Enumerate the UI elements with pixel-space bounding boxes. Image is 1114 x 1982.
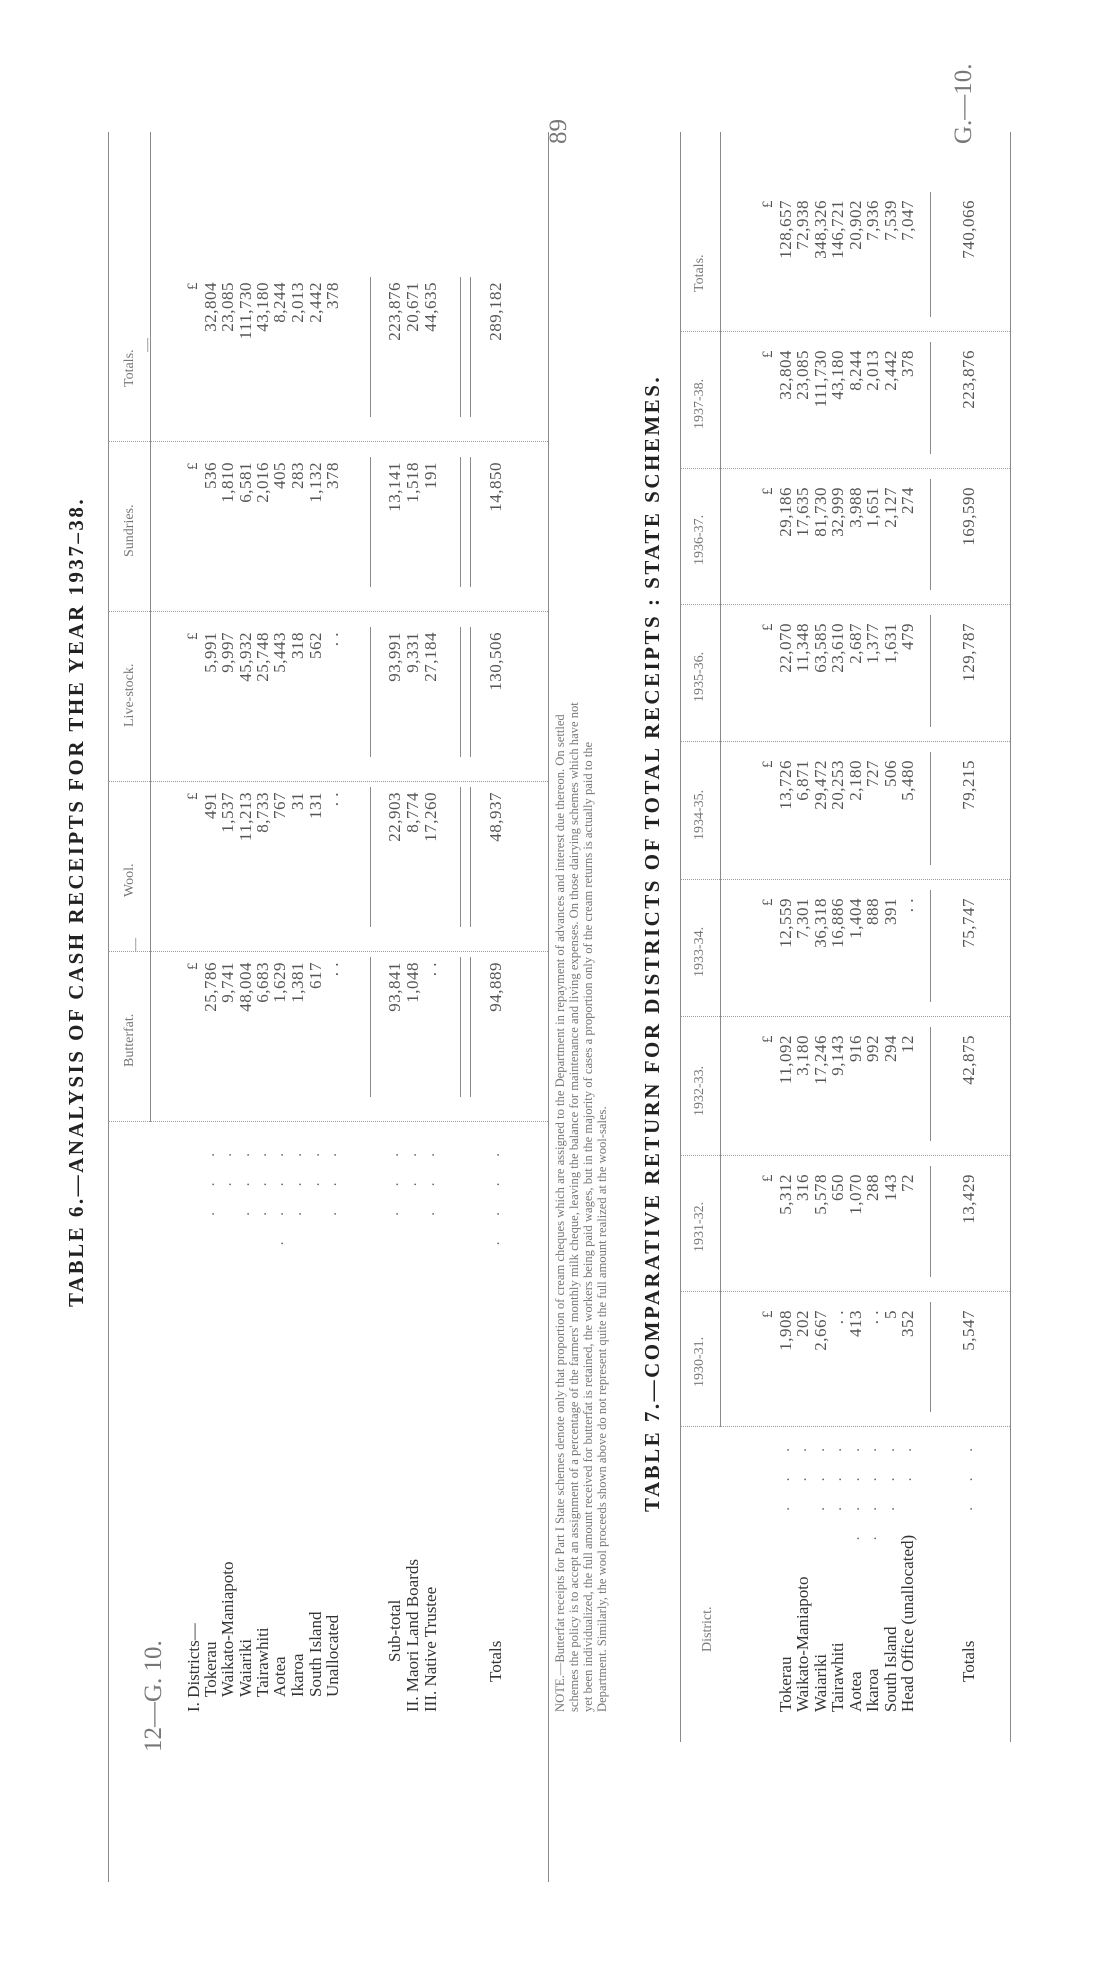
table6-row-waiariki-label: Waiariki (236, 1638, 255, 1697)
table6-section-districts: I. Districts— (184, 1623, 203, 1712)
table7-row-leader: . . . (812, 1437, 828, 1511)
table6-subtotal-rule (370, 277, 371, 417)
table7-cell: 43,180 (828, 350, 847, 400)
table7-cell: 2,127 (881, 487, 900, 528)
table7-cell: 17,246 (811, 1035, 830, 1085)
table7-cell: 5,547 (959, 1310, 978, 1351)
table7-cell: 42,875 (959, 1035, 978, 1085)
table7-cell: 81,730 (811, 487, 830, 537)
table7-cell: 36,318 (811, 898, 830, 948)
table7-cell: 5,312 (776, 1174, 795, 1215)
table7-unit: £ (760, 1310, 776, 1318)
table7-cell: 992 (863, 1035, 882, 1062)
table6-cell: 191 (421, 462, 440, 489)
table7-row-leader: . . . . (847, 1437, 863, 1541)
table7-cell: 63,585 (811, 623, 830, 673)
table7-row-leader: . . . (960, 1437, 976, 1511)
table7-cell: 20,902 (846, 200, 865, 250)
table7-cell: 727 (863, 760, 882, 787)
table6-row-waikato-maniapoto-leader: . . (219, 1142, 235, 1187)
table7-row-label: Tokerau (776, 1656, 795, 1712)
table7-col-divider (680, 604, 1010, 605)
table6-row-tairawhiti-leader: . . . (254, 1142, 270, 1216)
table7-cell: 413 (846, 1310, 865, 1337)
table7-cell: 143 (881, 1174, 900, 1201)
table7-unit: £ (760, 1174, 776, 1182)
table6-cell: 22,903 (385, 792, 404, 842)
table7-cell: 29,472 (811, 760, 830, 810)
table6-cell: 130,506 (486, 632, 505, 691)
table6-cell: 1,132 (306, 462, 325, 503)
table7-cell: 650 (828, 1174, 847, 1201)
table7-row-label: South Island (881, 1626, 900, 1712)
table7-cell: 3,988 (846, 487, 865, 528)
table6-row-tokerau-leader: . . . (202, 1142, 218, 1216)
table6-unit: £ (185, 792, 201, 800)
table6-cell: 14,850 (486, 462, 505, 512)
table7-cell: 5 (881, 1310, 900, 1319)
table6-cell: 20,671 (403, 282, 422, 332)
table7-cell: 1,377 (863, 623, 882, 664)
table6-cell: 111,730 (236, 282, 255, 340)
table7-totals-rule (930, 192, 931, 317)
table6-header-0: — (128, 938, 143, 952)
table6-header-totals: Totals. (122, 349, 137, 387)
table7-cell: 2,180 (846, 760, 865, 801)
table6-cell: 289,182 (486, 282, 505, 341)
table6-cell: 48,937 (486, 792, 505, 842)
table7-header-col: 1937-38. (692, 378, 707, 429)
table7-row-leader: . . . (777, 1437, 793, 1511)
table7-cell: 17,635 (793, 487, 812, 537)
table6-header-rule (150, 132, 151, 1122)
table6-title: TABLE 6.—ANALYSIS OF CASH RECEIPTS FOR THE YEAR 1937–38. (64, 496, 88, 1307)
table7-row-label: Waiariki (811, 1653, 830, 1712)
table6-cell: 617 (306, 962, 325, 989)
table6-header-sundries: Sundries. (122, 504, 137, 557)
table7-header-col: 1930-31. (692, 1336, 707, 1387)
table7-cell: 1,404 (846, 898, 865, 939)
table6-totals-rule (470, 787, 471, 927)
table7-cell: 13,429 (959, 1174, 978, 1224)
table7-cell: 916 (846, 1035, 865, 1062)
table7-cell: 288 (863, 1174, 882, 1201)
table7-cell: 1,908 (776, 1310, 795, 1351)
table7-cell: 23,610 (828, 623, 847, 673)
table6-cell: 8,774 (403, 792, 422, 833)
table7-cell: 391 (881, 898, 900, 925)
table6-cell: 2,013 (288, 282, 307, 323)
table6-bottom-rule (548, 132, 549, 1882)
table6-cell: 767 (270, 792, 289, 819)
table6-cell: 25,786 (201, 962, 220, 1012)
table7-unit: £ (760, 898, 776, 906)
table6-cell: . . (323, 962, 342, 977)
table7-cell: 12 (898, 1035, 917, 1053)
table6-col-divider (108, 441, 548, 442)
table6-label-header: — (140, 338, 155, 352)
table7-header-col: 1933-34. (692, 926, 707, 977)
table7-totals-rule (930, 752, 931, 865)
table6-cell: 32,804 (201, 282, 220, 332)
table7-row-leader: . . (794, 1437, 810, 1482)
table7-header-col: 1934-35. (692, 789, 707, 840)
table7-cell: 5,578 (811, 1174, 830, 1215)
table7-header-col: 1936-37. (692, 514, 707, 565)
table6-row-tairawhiti-label: Tairawhiti (253, 1627, 272, 1697)
table6-cell: 318 (288, 632, 307, 659)
table6-cell: 8,244 (270, 282, 289, 323)
table7-col-divider (680, 1155, 1010, 1156)
table7-cell: 129,787 (959, 623, 978, 682)
table7-cell: 5,480 (898, 760, 917, 801)
table6-cell: 93,991 (385, 632, 404, 682)
table7-cell: 378 (898, 350, 917, 377)
table7-cell: 7,301 (793, 898, 812, 939)
table6-cell: 8,733 (253, 792, 272, 833)
table7-unit: £ (760, 200, 776, 208)
table7-cell: 128,657 (776, 200, 795, 259)
table7-row-leader: . . . (882, 1437, 898, 1511)
table7-totals-rule (930, 479, 931, 590)
table7-cell: 740,066 (959, 200, 978, 259)
table7-cell: 888 (863, 898, 882, 925)
table7-col-divider (680, 468, 1010, 469)
table6-row-totals-leader: . . . . (487, 1142, 503, 1246)
table7-cell: 2,687 (846, 623, 865, 664)
table6-cell: 44,635 (421, 282, 440, 332)
table7-col-divider (680, 879, 1010, 880)
table6-cell: 6,581 (236, 462, 255, 503)
table6-top-rule (108, 132, 109, 1882)
table6-row-sub-total-leader: . . . (386, 1142, 402, 1216)
table7-col-divider (680, 1291, 1010, 1292)
table6-cell: 93,841 (385, 962, 404, 1012)
table6-unit: £ (185, 962, 201, 970)
table7-row-leader: . . . (829, 1437, 845, 1511)
table6-cell: 378 (323, 462, 342, 489)
table6-cell: 13,141 (385, 462, 404, 512)
table7-cell: 72,938 (793, 200, 812, 250)
table6-row-unallocated-label: Unallocated (323, 1614, 342, 1697)
table7-row-leader: . . . . (864, 1437, 880, 1541)
table7-header-col: Totals. (692, 254, 707, 292)
table6-cell: . . (421, 962, 440, 977)
table6-unit: £ (185, 632, 201, 640)
table7-cell: 2,667 (811, 1310, 830, 1351)
table6-cell: 562 (306, 632, 325, 659)
table6-cell: 491 (201, 792, 220, 819)
table6-cell: 43,180 (253, 282, 272, 332)
table6-cell: 17,260 (421, 792, 440, 842)
table7-cell: 1,070 (846, 1174, 865, 1215)
note-line: schemes the policy is to accept an assignment of a percentage of the farmers' monthly milk cheque, leaving the balance for maintenance and living expenses. On those dairying schemes which have not (567, 702, 581, 1712)
table7-cell: 274 (898, 487, 917, 514)
table7-unit: £ (760, 623, 776, 631)
table7-totals-rule (930, 615, 931, 727)
table6-totals-rule (460, 627, 461, 757)
table7-cell: 479 (898, 623, 917, 650)
table7-cell: 22,070 (776, 623, 795, 673)
table7-cell: 7,936 (863, 200, 882, 241)
table6-row-totals-label: Totals (486, 1640, 505, 1682)
table6-totals-rule (460, 957, 461, 1097)
table7-cell: 169,590 (959, 487, 978, 546)
table7-cell: 72 (898, 1174, 917, 1192)
table6-unit: £ (185, 282, 201, 290)
table6-cell: 405 (270, 462, 289, 489)
table6-cell: 27,184 (421, 632, 440, 682)
table7-unit: £ (760, 1035, 776, 1043)
note-line: NOTE.—Butterfat receipts for Part I State schemes denote only that proportion of cream cheques which are assigned to the Department in repayment of advances and interest due thereon. On settled (553, 714, 567, 1712)
table6-row-aotea-label: Aotea (270, 1656, 289, 1697)
table7-cell: 2,442 (881, 350, 900, 391)
table7-row-label: Waikato-Maniapoto (793, 1576, 812, 1712)
table7-totals-rule (930, 1027, 931, 1141)
table6-cell: 45,932 (236, 632, 255, 682)
table7-cell: 9,143 (828, 1035, 847, 1076)
table7-col-divider (680, 1426, 1010, 1427)
table7-totals-rule (930, 890, 931, 1002)
table7-row-leader: . . (899, 1437, 915, 1482)
table7-cell: 32,804 (776, 350, 795, 400)
table7-cell: 352 (898, 1310, 917, 1337)
table6-header-livestock: Live-stock. (122, 663, 137, 727)
table6-cell: . . (323, 632, 342, 647)
table6-cell: 9,331 (403, 632, 422, 673)
table7-header-col: 1935-36. (692, 651, 707, 702)
table7-cell: 1,631 (881, 623, 900, 664)
table6-row-iii-native-trustee-leader: . . . (422, 1142, 438, 1216)
doc-reference: G.—10. (950, 63, 977, 144)
table6-header-wool: Wool. (122, 863, 137, 897)
table7-totals-rule (930, 1166, 931, 1277)
table6-col-divider (108, 611, 548, 612)
table6-cell: 1,048 (403, 962, 422, 1003)
table6-cell: 5,443 (270, 632, 289, 673)
table6-row-waiariki-leader: . . . (237, 1142, 253, 1216)
table7-row-label: Ikaroa (863, 1668, 882, 1712)
table7-unit: £ (760, 350, 776, 358)
table7-row-label: Totals (959, 1640, 978, 1682)
table6-subtotal-rule (370, 957, 371, 1097)
table6-totals-rule (460, 457, 461, 587)
table7-row-label: Head Office (unallocated) (898, 1534, 917, 1712)
table6-cell: 5,991 (201, 632, 220, 673)
table7-cell: 7,539 (881, 200, 900, 241)
table7-cell: 146,721 (828, 200, 847, 259)
table7-cell: . . (898, 898, 917, 913)
table7-cell: 348,326 (811, 200, 830, 259)
table7-cell: 32,999 (828, 487, 847, 537)
table6-cell: . . (323, 792, 342, 807)
table6-col-divider (108, 951, 548, 952)
table7-cell: . . (863, 1310, 882, 1325)
table6-cell: 1,537 (218, 792, 237, 833)
table6-col-divider (108, 781, 548, 782)
table6-cell: 11,213 (236, 792, 255, 842)
table7-header-district: District. (700, 1606, 715, 1652)
table6-cell: 25,748 (253, 632, 272, 682)
table6-subtotal-rule (370, 787, 371, 927)
table6-totals-rule (470, 627, 471, 757)
table6-row-unallocated-leader: . . . (324, 1142, 340, 1216)
table6-cell: 9,997 (218, 632, 237, 673)
table7-unit: £ (760, 760, 776, 768)
table6-cell: 1,629 (270, 962, 289, 1003)
table6-cell: 48,004 (236, 962, 255, 1012)
table7-bottom-rule (1010, 132, 1011, 1742)
table6-row-ikaroa-leader: . . . (289, 1142, 305, 1216)
table7-cell: 316 (793, 1174, 812, 1201)
table7-cell: 13,726 (776, 760, 795, 810)
table6-row-tokerau-label: Tokerau (201, 1641, 220, 1697)
table7-title: TABLE 7.—COMPARATIVE RETURN FOR DISTRICTS OF TOTAL RECEIPTS : STATE SCHEMES. (640, 374, 664, 1512)
table7-row-label: Tairawhiti (828, 1642, 847, 1712)
table6-row-ii-maori-land-boards-label: II. Maori Land Boards (403, 1559, 422, 1712)
table7-cell: 29,186 (776, 487, 795, 537)
table7-col-divider (680, 1016, 1010, 1017)
table6-totals-rule (470, 957, 471, 1097)
table7-cell: 202 (793, 1310, 812, 1337)
table6-totals-rule (470, 457, 471, 587)
table7-cell: 111,730 (811, 350, 830, 408)
table6-header-butterfat: Butterfat. (122, 1013, 137, 1067)
table7-cell: 20,253 (828, 760, 847, 810)
table6-cell: 23,085 (218, 282, 237, 332)
table7-cell: 75,747 (959, 898, 978, 948)
table6-totals-rule (460, 277, 461, 417)
page-label-left: 12—G. 10. (140, 1640, 167, 1752)
table7-header-col: 1931-32. (692, 1201, 707, 1252)
note-line: yet been individualized, the full amount received for butterfat is retained, the workers being paid wages, but in the majority of cases a proportion only of the cream returns is actually paid to the (581, 741, 595, 1712)
table7-cell: 1,651 (863, 487, 882, 528)
table7-col-divider (680, 741, 1010, 742)
table6-row-waikato-maniapoto-label: Waikato-Maniapoto (218, 1561, 237, 1697)
table7-cell: 8,244 (846, 350, 865, 391)
table7-cell: 79,215 (959, 760, 978, 810)
table7-cell: 11,092 (776, 1035, 795, 1085)
table6-subtotal-rule (370, 457, 371, 587)
table7-unit: £ (760, 487, 776, 495)
table6-cell: 1,381 (288, 962, 307, 1003)
table7-cell: 23,085 (793, 350, 812, 400)
table6-row-ii-maori-land-boards-leader: . . (404, 1142, 420, 1187)
table7-col-divider (680, 331, 1010, 332)
table6-cell: 223,876 (385, 282, 404, 341)
table6-cell: 1,518 (403, 462, 422, 503)
table7-cell: 6,871 (793, 760, 812, 801)
table6-cell: 94,889 (486, 962, 505, 1012)
table6-totals-rule (470, 277, 471, 417)
table6-cell: 31 (288, 792, 307, 810)
table7-cell: 3,180 (793, 1035, 812, 1076)
table7-totals-rule (930, 1302, 931, 1412)
table7-header-col: 1932-33. (692, 1065, 707, 1116)
table6-row-south-island-label: South Island (306, 1611, 325, 1697)
table7-header-rule (720, 132, 721, 1427)
table7-cell: 2,013 (863, 350, 882, 391)
table6-unit: £ (185, 462, 201, 470)
table6-cell: 2,016 (253, 462, 272, 503)
table6-row-south-island-leader: . . (307, 1142, 323, 1187)
table7-cell: 7,047 (898, 200, 917, 241)
table6-subtotal-rule (370, 627, 371, 757)
table6-note (553, 142, 609, 1712)
table6-cell: 2,442 (306, 282, 325, 323)
note-line: Department. Similarly, the wool proceeds shown above do not represent quite the full amount realized at the wool-sales. (595, 1106, 609, 1712)
page-number: 89 (545, 119, 572, 144)
table7-cell: 506 (881, 760, 900, 787)
table6-cell: 6,683 (253, 962, 272, 1003)
table7-cell: 223,876 (959, 350, 978, 409)
table6-row-iii-native-trustee-label: III. Native Trustee (421, 1586, 440, 1712)
table7-cell: 12,559 (776, 898, 795, 948)
table7-row-label: Aotea (846, 1671, 865, 1712)
table7-totals-rule (930, 342, 931, 454)
table6-col-divider (207, 1121, 548, 1122)
table6-cell: 1,810 (218, 462, 237, 503)
table7-cell: 16,886 (828, 898, 847, 948)
table7-cell: . . (828, 1310, 847, 1325)
table6-cell: 536 (201, 462, 220, 489)
table6-cell: 9,741 (218, 962, 237, 1003)
table6-totals-rule (460, 787, 461, 927)
table6-row-sub-total-label: Sub-total (385, 1599, 404, 1662)
table6-row-aotea-leader: . . . . (271, 1142, 287, 1246)
table6-cell: 131 (306, 792, 325, 819)
table7-top-rule (680, 132, 681, 1742)
table6-cell: 378 (323, 282, 342, 309)
table6-cell: 283 (288, 462, 307, 489)
table7-cell: 294 (881, 1035, 900, 1062)
table6-row-ikaroa-label: Ikaroa (288, 1653, 307, 1697)
table7-cell: 11,348 (793, 623, 812, 673)
